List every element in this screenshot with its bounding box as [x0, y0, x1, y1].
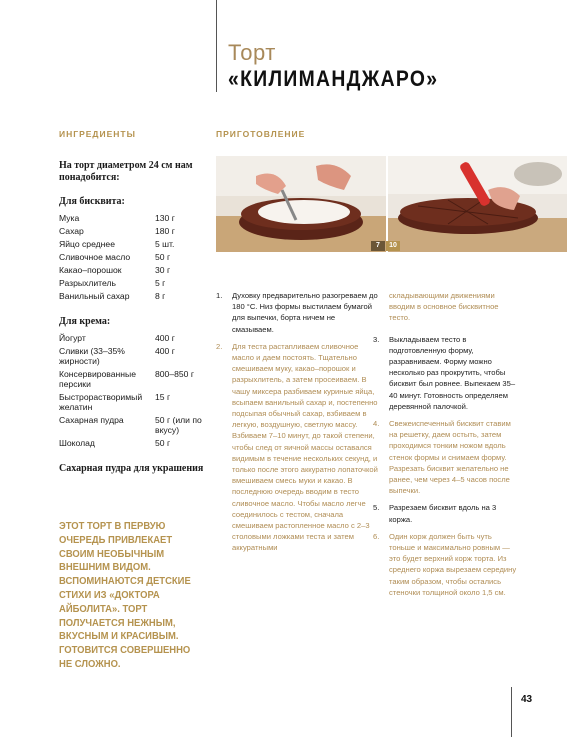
cream-table [59, 333, 209, 451]
step-text: Для теста растапливаем сливочное масло и даем постоять. Тщательно смешиваем муку, какао–порошок и разрыхлитель, а затем просеиваем. В чашу миксера разбиваем куриные яйца, всыпаем ванильный сахар и, постепенно подсыпая обычный сахар, взбиваем в легкую, воздушную, светлую массу. Взбиваем 7–10 минут, до такой степени, чтобы след от яичной массы оставался видимым в течение нескольких секунд, и только после этого аккуратно лопаточкой вмешиваем смесь муки и какао. В последнюю очередь вводим в тесто сливочное масло. Чтобы масло легче соединилось с тестом, сначала смешиваем растопленное масло с 2–3 столовыми ложками теста и затем аккуратными [232, 341, 378, 553]
ingredient-row [59, 278, 209, 291]
ingredient-qty: 400 г [155, 346, 175, 356]
step-item [373, 502, 518, 524]
ingredient-name: Яйцо среднее [59, 239, 115, 249]
step-item [216, 341, 378, 554]
ingredient-row [59, 346, 209, 369]
ingredient-row [59, 392, 209, 415]
ingredient-qty: 8 г [155, 291, 166, 301]
photo-cutting-illustration [388, 156, 567, 252]
ingredients-block [59, 160, 209, 475]
step-text: Свежеиспеченный бисквит ставим на решетку, даем остыть, затем проходимся тонким ножом вдоль стенок формы и снимаем форму. Разрезать бисквит желательно не ранее, чем через 4–5 часов после выпечки. [389, 419, 511, 496]
preparation-heading: ПРИГОТОВЛЕНИЕ [216, 129, 306, 139]
ingredient-name: Сливки (33–35% жирности) [59, 346, 125, 366]
ingredient-name: Йогурт [59, 333, 86, 343]
step-item [216, 290, 378, 335]
ingredients-intro: На торт диаметром 24 см нам понадобится: [59, 160, 193, 183]
step-text: Один корж должен быть чуть тоньше и максимально ровным — это будет верхний корж торта. Из среднего коржа вырезаем середину таким образом, чтобы остались стеночки толщиной около 1,5 см. [389, 531, 517, 597]
step-text: Выкладываем тесто в подготовленную форму, разравниваем. Форму можно несколько раз прокрутить, чтобы бисквит был ровнее. Выпекаем 35–40 минут. Готовность определяем деревянной палочкой. [389, 334, 516, 411]
ingredient-row [59, 415, 209, 438]
title-line-1: Торт [228, 40, 276, 65]
step-item [373, 531, 518, 598]
step-item [373, 418, 518, 496]
ingredient-name: Мука [59, 213, 80, 223]
decoration-note: Сахарная пудра для украшения [59, 463, 204, 474]
step-number: 6. [373, 531, 380, 541]
steps-column-2 [373, 290, 518, 604]
ingredient-row [59, 369, 209, 392]
step-number: 5. [373, 503, 380, 513]
ingredients-heading: ИНГРЕДИЕНТЫ [59, 129, 136, 139]
ingredient-qty: 180 г [155, 226, 175, 236]
ingredient-name: Сливочное масло [59, 252, 131, 262]
biscuit-table [59, 213, 209, 304]
step-number: 4. [373, 419, 380, 429]
ingredient-name: Сахар [59, 226, 84, 236]
ingredient-qty: 400 г [155, 333, 175, 343]
ingredient-qty: 50 г [155, 438, 171, 448]
ingredient-row [59, 438, 209, 451]
ingredient-qty: 15 г [155, 392, 171, 402]
photo-cream-on-cake [216, 156, 386, 252]
ingredient-name: Разрыхлитель [59, 278, 116, 288]
photo-cutting-cake [388, 156, 567, 252]
step-number: 2. [216, 341, 223, 351]
ingredient-row [59, 239, 209, 252]
ingredient-row [59, 226, 209, 239]
step-number: 1. [216, 291, 223, 300]
ingredient-name: Консервированные персики [59, 369, 137, 389]
step-number: 3. [373, 334, 380, 344]
recipe-title [228, 42, 467, 90]
ingredient-row [59, 213, 209, 226]
ingredient-qty: 50 г [155, 252, 171, 262]
title-line-2: «КИЛИМАНДЖАРО» [228, 66, 439, 91]
step-text: Разрезаем бисквит вдоль на 3 коржа. [389, 503, 497, 524]
ingredient-name: Ванильный сахар [59, 291, 130, 301]
ingredient-row [59, 252, 209, 265]
ingredient-row [59, 333, 209, 346]
lead-paragraph: ЭТОТ ТОРТ В ПЕРВУЮ ОЧЕРЕДЬ ПРИВЛЕКАЕТ СВОИМ НЕОБЫЧНЫМ ВНЕШНИМ ВИДОМ. ВСПОМИНАЮТСЯ ДЕТСКИЕ СТИХИ ИЗ «ДОКТОРА АЙБОЛИТА». ТОРТ ПОЛУЧАЕТСЯ НЕЖНЫМ, ВКУСНЫМ И КРАСИВЫМ. ГОТОВИТСЯ СОВЕРШЕННО НЕ СЛОЖНО. [59, 520, 191, 670]
ingredient-qty: 800–850 г [155, 369, 194, 379]
page-number: 43 [521, 694, 533, 705]
photo-number-badge: 7 [371, 241, 385, 251]
photo-number-badge: 10 [386, 241, 400, 251]
ingredient-qty: 50 г (или по вкусу) [155, 415, 202, 435]
ingredient-name: Какао–порошок [59, 265, 122, 275]
top-divider-line [216, 0, 217, 92]
steps-column-1 [216, 290, 378, 560]
photo-cream-illustration [216, 156, 386, 252]
ingredient-name: Сахарная пудра [59, 415, 124, 425]
ingredient-qty: 5 г [155, 278, 166, 288]
step-continuation: складывающими движениями вводим в основное бисквитное тесто. [389, 291, 499, 323]
cream-title: Для крема: [59, 316, 111, 327]
ingredient-qty: 130 г [155, 213, 175, 223]
ingredient-row [59, 265, 209, 278]
step-item [373, 334, 518, 412]
ingredient-row [59, 291, 209, 304]
ingredient-name: Шоколад [59, 438, 95, 448]
biscuit-title: Для бисквита: [59, 196, 125, 207]
ingredient-qty: 30 г [155, 265, 171, 275]
bottom-divider-line [511, 687, 512, 737]
ingredient-qty: 5 шт. [155, 239, 175, 249]
step-text: Духовку предварительно разогреваем до 180 °С. Низ формы выстилаем бумагой для выпечки, борта ничем не смазываем. [232, 291, 378, 334]
ingredient-name: Быстрорастворимый желатин [59, 392, 143, 412]
